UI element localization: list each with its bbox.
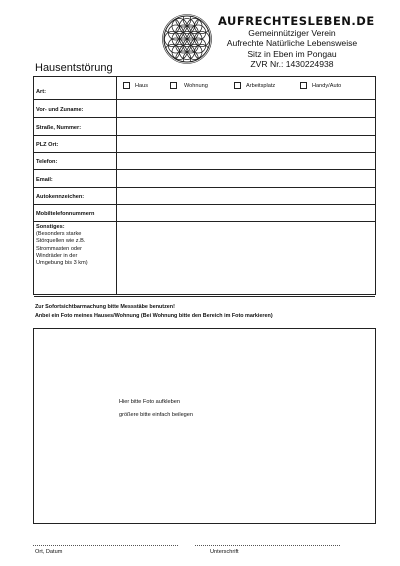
field-label: Sonstiges: [36, 224, 65, 230]
checkbox-haus[interactable] [123, 82, 130, 89]
option-label: Handy/Auto [312, 83, 342, 89]
signature-line[interactable] [195, 545, 340, 546]
form-row-phone[interactable] [34, 152, 375, 170]
photo-instruction: größere bitte einfach beilegen [119, 412, 194, 418]
form-row-other[interactable] [34, 221, 375, 297]
field-label: PLZ Ort: [36, 142, 59, 148]
form-row-zip-city[interactable] [34, 135, 375, 153]
checkbox-wohnung[interactable] [170, 82, 177, 89]
option-label: Haus [135, 83, 149, 89]
signature-label: Unterschrift [210, 549, 239, 555]
instruction-text: Zur Sofortsichtbarmachung bitte Messstäbe benutzen! [35, 304, 175, 310]
form-table [33, 76, 376, 295]
field-note: (Besonders starke Störquellen wie z.B. Strommasten oder Windräder in der Umgebung bis 3 km) [36, 231, 88, 267]
field-label: Vor- und Zuname: [36, 107, 84, 113]
form-row-street[interactable] [34, 117, 375, 136]
form-row-name[interactable] [34, 99, 375, 118]
field-label: Mobiltelefonnummern [36, 211, 95, 217]
form-row-mobile[interactable] [34, 204, 375, 222]
instruction-text: Anbei ein Foto meines Hauses/Wohnung (Bei Wohnung bitte den Bereich im Foto markieren) [35, 313, 273, 319]
organization-name: AUFRECHTESLEBEN.DE [218, 14, 375, 28]
organization-line: Aufrechte Natürliche Lebensweise [226, 38, 358, 49]
flower-of-life-logo [161, 13, 213, 65]
page-title: Hausentstörung [35, 62, 113, 74]
field-label: Art: [36, 89, 46, 95]
checkbox-handy-auto[interactable] [300, 82, 307, 89]
place-date-line[interactable] [33, 545, 178, 546]
column-divider [116, 77, 117, 294]
photo-instruction: Hier bitte Foto aufkleben [119, 399, 180, 405]
field-label: Telefon: [36, 159, 58, 165]
option-label: Arbeitsplatz [246, 83, 276, 89]
form-row-license-plate[interactable] [34, 187, 375, 205]
organization-line: Gemeinnütziger Verein [248, 28, 336, 38]
organization-line: Sitz in Eben im Pongau [247, 48, 337, 59]
form-row-email[interactable] [34, 169, 375, 188]
place-date-label: Ort, Datum [35, 549, 63, 555]
organization-info [218, 14, 375, 70]
option-label: Wohnung [184, 83, 208, 89]
checkbox-arbeitsplatz[interactable] [234, 82, 241, 89]
field-label: Email: [36, 177, 53, 183]
photo-area[interactable] [33, 328, 376, 524]
form-row-art [34, 77, 375, 100]
field-label: Straße, Nummer: [36, 125, 82, 131]
organization-line: ZVR Nr.: 1430224938 [250, 59, 334, 70]
field-label: Autokennzeichen: [36, 194, 85, 200]
